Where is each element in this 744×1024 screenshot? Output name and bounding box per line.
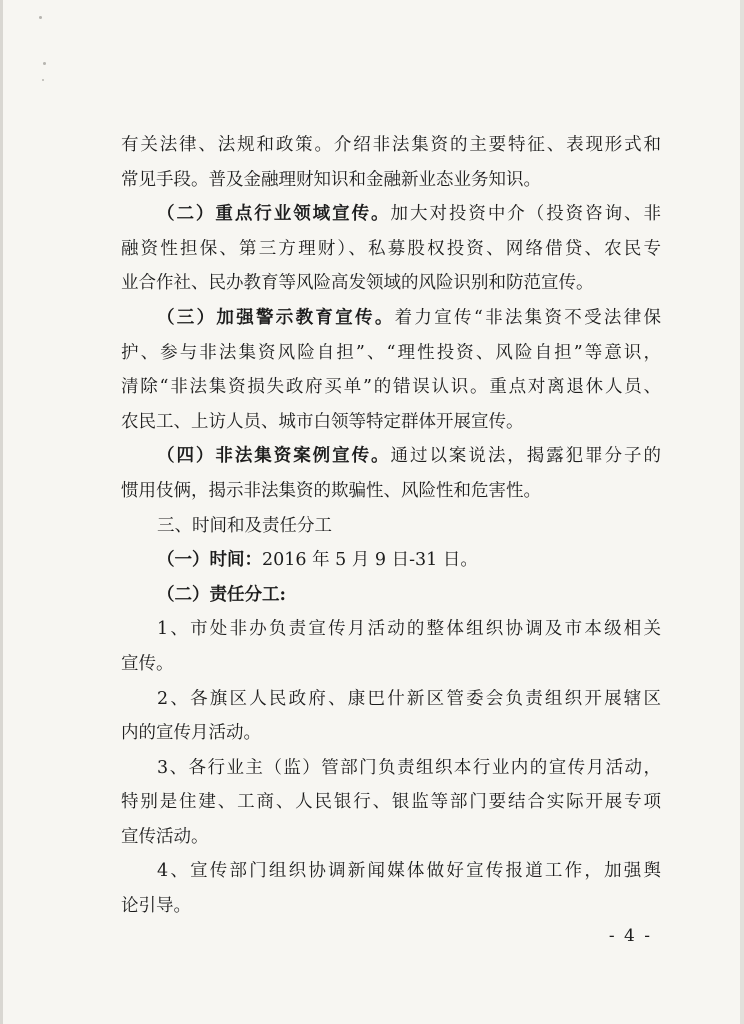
- text-line: 有关法律、法规和政策。介绍非法集资的主要特征、表现形式和: [121, 135, 661, 155]
- text-line: 清除“非法集资损失政府买单”的错误认识。重点对离退休人员、: [121, 377, 661, 398]
- chapter-heading: 三、时间和及责任分工: [157, 515, 332, 536]
- section-heading: （一）时间：: [157, 550, 262, 571]
- section-heading-line: （三）加强警示教育宣传。着力宣传“非法集资不受法律保: [157, 307, 661, 328]
- text-line: 宣传。: [121, 653, 174, 674]
- scan-speck: [43, 62, 46, 65]
- list-item: 1、市处非办负责宣传月活动的整体组织协调及市本级相关: [157, 619, 661, 640]
- scan-speck: [39, 16, 42, 19]
- text-line: 业合作社、民办教育等风险高发领域的风险识别和防范宣传。: [121, 273, 594, 294]
- text-line: 论引导。: [121, 896, 191, 917]
- list-item: 4、宣传部门组织协调新闻媒体做好宣传报道工作，加强舆: [157, 861, 661, 882]
- document-body: [121, 128, 661, 924]
- text-line: 融资性担保、第三方理财）、私募股权投资、网络借贷、农民专: [121, 238, 661, 259]
- section-heading-line: （二）重点行业领域宣传。加大对投资中介（投资咨询、非: [157, 204, 662, 225]
- list-item: 3、各行业主（监）管部门负责组织本行业内的宣传月活动，: [157, 757, 661, 778]
- section-heading: （二）责任分工:: [157, 584, 286, 605]
- section-heading-line: （一）时间：2016 年 5 月 9 日-31 日。: [157, 550, 478, 571]
- section-heading: （三）加强警示教育宣传。: [157, 307, 395, 328]
- scan-speck: [42, 79, 44, 81]
- text-line: 惯用伎俩，揭示非法集资的欺骗性、风险性和危害性。: [121, 480, 541, 501]
- text-line: 农民工、上访人员、城市白领等特定群体开展宣传。: [121, 411, 524, 432]
- text-line: 护、参与非法集资风险自担”、“理性投资、风险自担”等意识，: [121, 342, 661, 363]
- text-line: 宣传活动。: [121, 826, 209, 847]
- text-line: 特别是住建、工商、人民银行、银监等部门要结合实际开展专项: [121, 792, 661, 813]
- text-line: 内的宣传月活动。: [121, 723, 261, 744]
- text-line: 常见手段。普及金融理财知识和金融新业态业务知识。: [121, 169, 541, 190]
- section-heading-line: [121, 578, 661, 613]
- page-number: - 4 -: [608, 926, 652, 946]
- list-item: 2、各旗区人民政府、康巴什新区管委会负责组织开展辖区: [157, 688, 661, 709]
- section-heading: （四）非法集资案例宣传。: [157, 446, 391, 467]
- section-heading: （二）重点行业领域宣传。: [157, 204, 391, 225]
- section-heading-line: （四）非法集资案例宣传。通过以案说法，揭露犯罪分子的: [157, 446, 662, 467]
